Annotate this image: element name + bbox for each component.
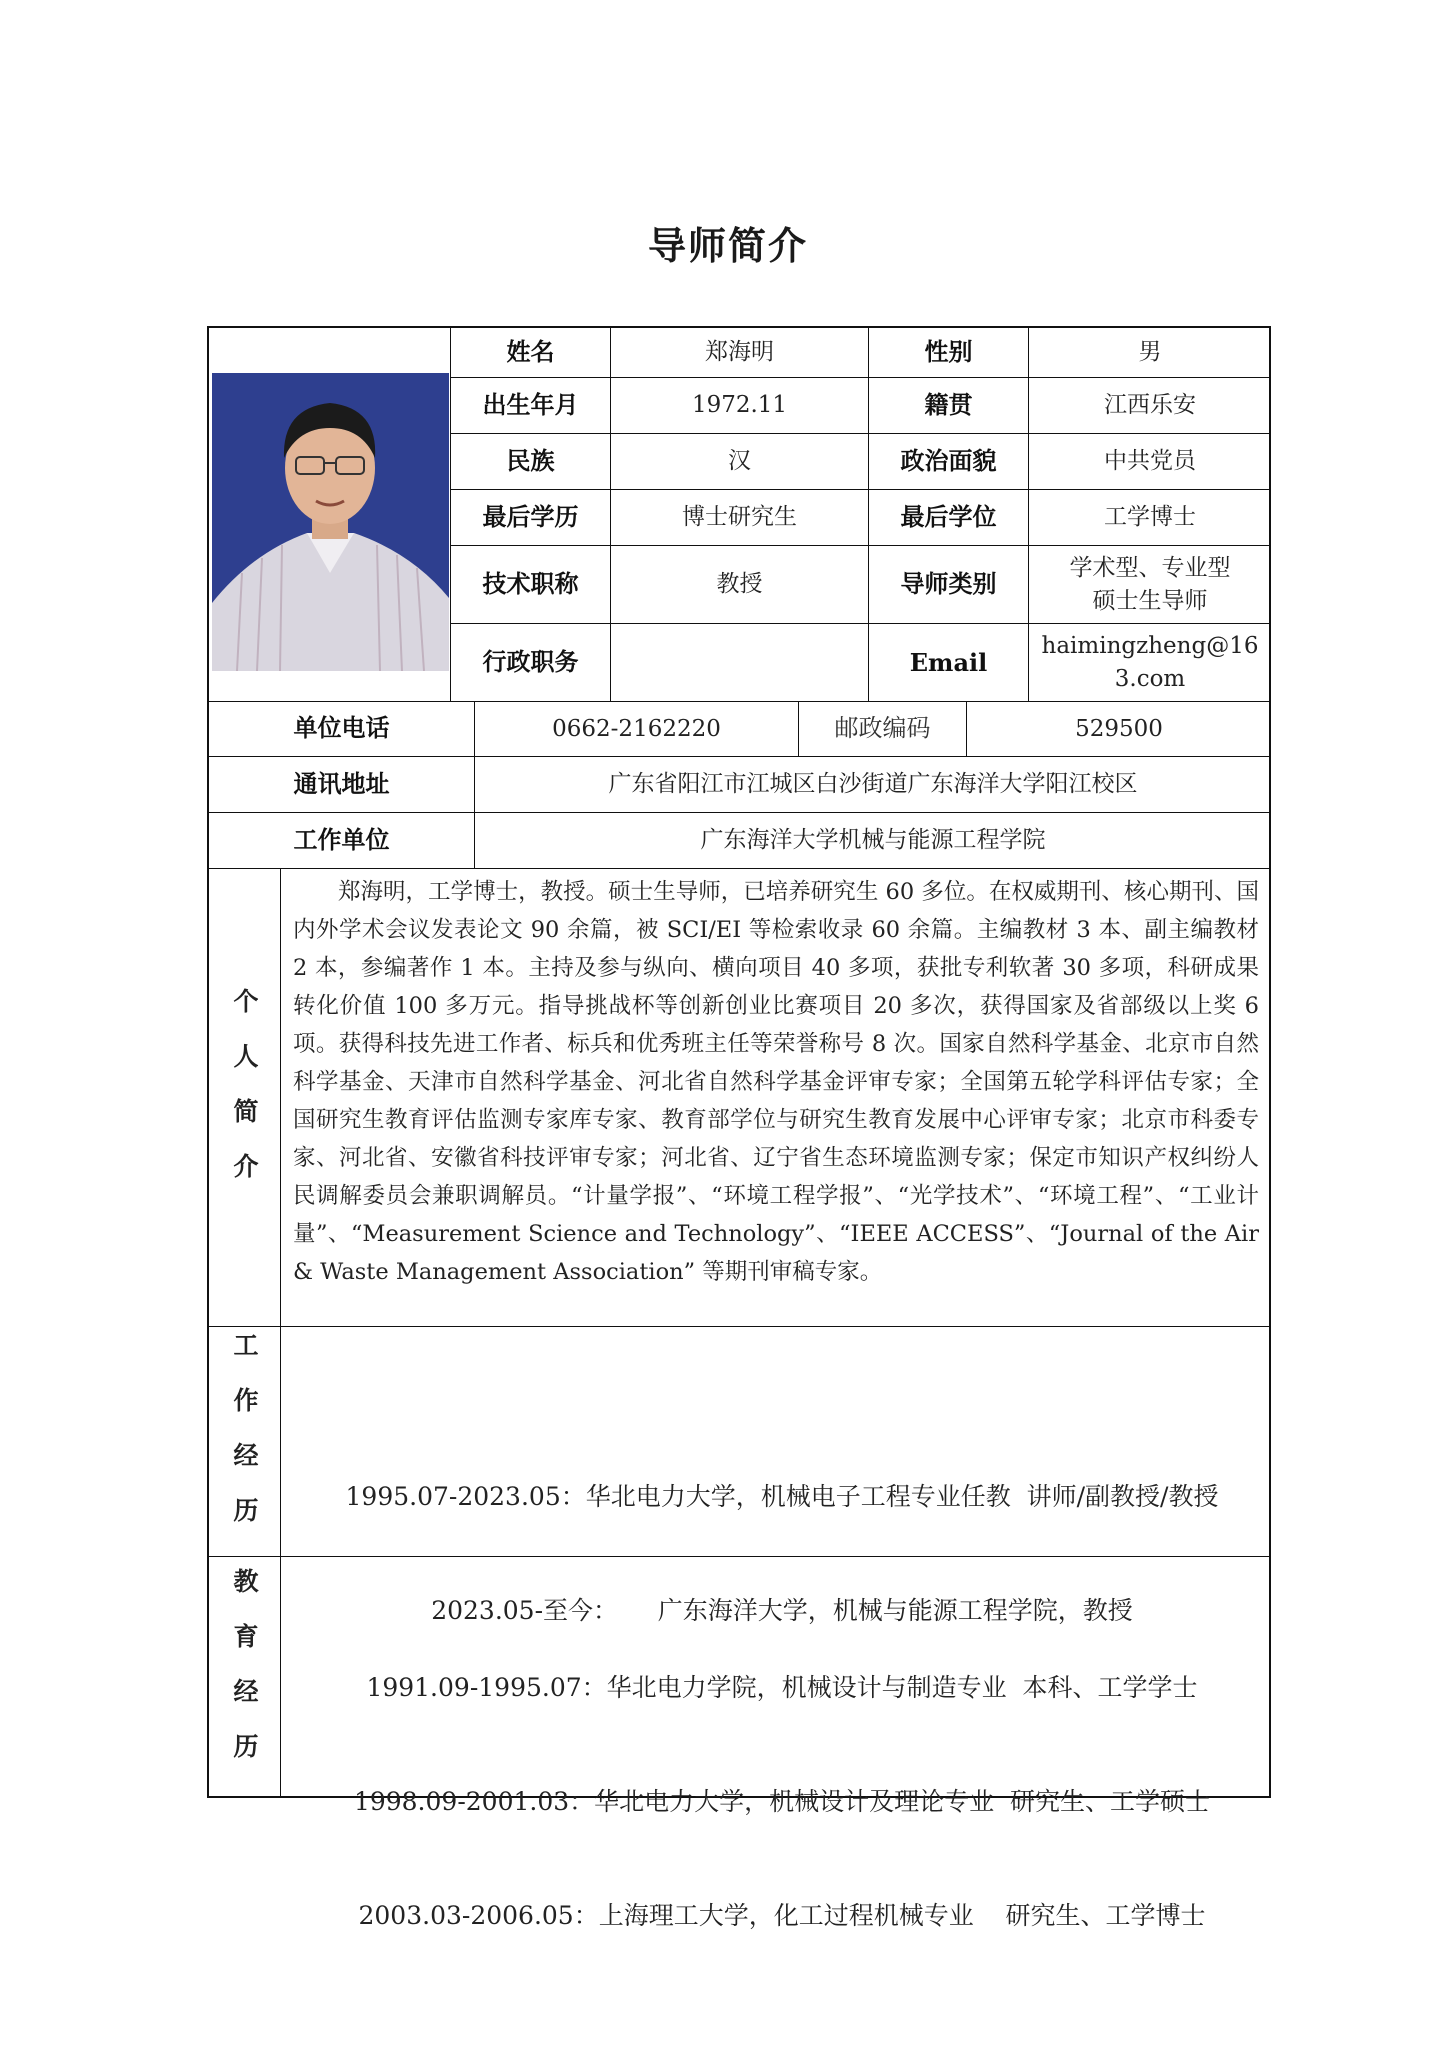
portrait-photo — [212, 373, 449, 671]
ethnic-value: 汉 — [611, 434, 869, 490]
birth-value: 1972.11 — [611, 378, 869, 434]
page-title: 导师简介 — [647, 224, 808, 268]
postcode-value: 529500 — [967, 702, 1271, 757]
email-label: Email — [869, 624, 1029, 702]
degree-value: 工学博士 — [1029, 490, 1271, 546]
work-item: 2023.05-至今： 广东海洋大学，机械与能源工程学院，教授 — [431, 1596, 1133, 1625]
bio-cell — [281, 869, 1271, 1327]
title-value: 教授 — [611, 546, 869, 624]
education-item: 1991.09-1995.07：华北电力学院，机械设计与制造专业 本科、工学学士 — [366, 1673, 1198, 1702]
education-list — [281, 1593, 1271, 2011]
portrait-illustration — [212, 373, 449, 671]
admin-value — [611, 624, 869, 702]
work-item: 1995.07-2023.05：华北电力大学，机械电子工程专业任教 讲师/副教授/教授 — [345, 1482, 1219, 1511]
education-history-cell — [281, 1557, 1271, 1930]
address-label: 通讯地址 — [209, 757, 475, 813]
postcode-label: 邮政编码 — [799, 702, 967, 757]
profile-table — [207, 326, 1271, 1930]
education-item: 2003.03-2006.05：上海理工大学，化工过程机械专业 研究生、工学博士 — [358, 1901, 1206, 1930]
education-label: 最后学历 — [451, 490, 611, 546]
name-label: 姓名 — [451, 328, 611, 378]
phone-label: 单位电话 — [209, 702, 475, 757]
photo-cell — [209, 328, 451, 702]
title-label: 技术职称 — [451, 546, 611, 624]
bio-label: 个人简介 — [209, 869, 281, 1327]
education-history-label: 教育经历 — [209, 1557, 281, 1798]
native-value: 江西乐安 — [1029, 378, 1271, 434]
phone-value: 0662-2162220 — [475, 702, 799, 757]
supervisor-label: 导师类别 — [869, 546, 1029, 624]
education-value: 博士研究生 — [611, 490, 869, 546]
work-label: 工作经历 — [209, 1327, 281, 1557]
birth-label: 出生年月 — [451, 378, 611, 434]
address-value: 广东省阳江市江城区白沙街道广东海洋大学阳江校区 — [475, 757, 1271, 813]
name-value: 郑海明 — [611, 328, 869, 378]
email-value: haimingzheng@163.com — [1029, 624, 1271, 702]
ethnic-label: 民族 — [451, 434, 611, 490]
political-label: 政治面貌 — [869, 434, 1029, 490]
gender-value: 男 — [1029, 328, 1271, 378]
degree-label: 最后学位 — [869, 490, 1029, 546]
unit-value: 广东海洋大学机械与能源工程学院 — [475, 813, 1271, 869]
supervisor-value: 学术型、专业型硕士生导师 — [1029, 546, 1271, 624]
admin-label: 行政职务 — [451, 624, 611, 702]
native-label: 籍贯 — [869, 378, 1029, 434]
work-cell — [281, 1327, 1271, 1625]
political-value: 中共党员 — [1029, 434, 1271, 490]
unit-label: 工作单位 — [209, 813, 475, 869]
education-item: 1998.09-2001.03：华北电力大学，机械设计及理论专业 研究生、工学硕士 — [353, 1787, 1211, 1816]
gender-label: 性别 — [869, 328, 1029, 378]
bio-text: 郑海明，工学博士，教授。硕士生导师，已培养研究生 60 多位。在权威期刊、核心期刊、国内外学术会议发表论文 90 余篇，被 SCI/EI 等检索收录 60 余篇。主编教材 3 本、副主编教材 2 本，参编著作 1 本。主持及参与纵向、横向项目 40 多项，获批专利软著 30 多项，科研成果转化价值 100 多万元。指导挑战杯等创新创业比赛项目 20 多次，获得国家及省部级以上奖 6 项。获得科技先进工作者、标兵和优秀班主任等荣誉称号 8 次。国家自然科学基金、北京市自然科学基金、天津市自然科学基金、河北省自然科学基金评审专家；全国第五轮学科评估专家；全国研究生教育评估监测专家库专家、教育部学位与研究生教育发展中心评审专家；北京市科委专家、河北省、安徽省科技评审专家；河北省、辽宁省生态环境监测专家；保定市知识产权纠纷人民调解委员会兼职调解员。“计量学报”、“环境工程学报”、“光学技术”、“环境工程”、“工业计量”、“Measurement Science and Technology”、“IEEE ACCESS”、“Journal of the Air & Waste Management Association” 等期刊审稿专家。 — [293, 879, 1259, 1285]
